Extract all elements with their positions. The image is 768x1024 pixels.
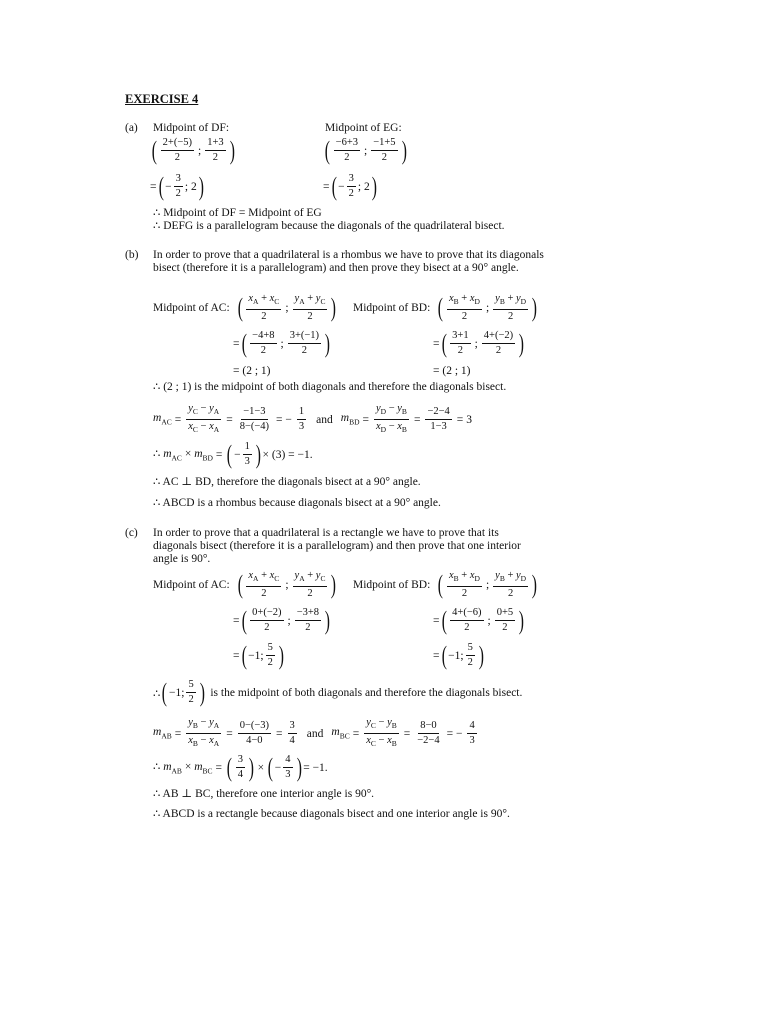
fraction: $\frac{1}{3}$ xyxy=(298,406,305,433)
fraction: $\frac{5}{2}$ xyxy=(188,679,194,705)
fraction: $\frac{-4+8}{2}$ xyxy=(252,330,275,356)
fraction: $\frac{1+3}{2}$ xyxy=(207,137,224,163)
gradient-ab-bc-equation: $m_{AB}$ = $\frac{y_B - y_A}{x_B - x_A}$ = $\frac{0-(-3)}{4-0}$ = $\frac{3}{4}$ and $m_{BC}$ = $\frac{y_C - y_B}{x_C - x_B}$ = $\frac{8-0}{-2-4}$ = − $\frac{4}{3}$ xyxy=(153,717,475,749)
midpoint-eg-formula: ( $\frac{-6+3}{2}$ ; $\frac{-1+5}{2}$ ) xyxy=(324,135,407,165)
fraction: $\frac{x_A + x_C}{2}$ xyxy=(248,570,280,600)
part-c-bisect-conclusion: ∴ ( −1; $\frac{5}{2}$ ) is the midpoint of both diagonals and therefore the diagonals bisect. xyxy=(153,677,523,707)
fraction: $\frac{3+(-1)}{2}$ xyxy=(289,330,320,356)
gradient-product-ab-bc: ∴ $m_{AB} \times m_{BC}$ = ( $\frac{3}{4}$ ) × ( − $\frac{4}{3}$ ) = −1. xyxy=(153,752,328,782)
fraction: $\frac{-1+5}{2}$ xyxy=(373,137,396,163)
fraction: $\frac{y_A + y_C}{2}$ xyxy=(294,570,326,600)
fraction: $\frac{y_C - y_B}{x_C - x_B}$ xyxy=(366,717,397,749)
fraction: $\frac{3}{4}$ xyxy=(289,720,295,747)
fraction: $\frac{3+1}{2}$ xyxy=(452,330,469,356)
part-b-intro-line1: In order to prove that a quadrilateral is a rhombus we have to prove that its diagonals xyxy=(153,249,544,261)
midpoint-ac-substitution: = ( $\frac{-4+8}{2}$ ; $\frac{3+(-1)}{2}$ ) xyxy=(233,328,330,358)
fraction: $\frac{4+(-2)}{2}$ xyxy=(483,330,514,356)
fraction: $\frac{8-0}{-2-4}$ xyxy=(417,720,440,747)
part-c-perpendicular: ∴ AB ⊥ BC, therefore one interior angle is 90°. xyxy=(153,788,375,800)
midpoint-bd-substitution-c: = ( $\frac{4+(-6)}{2}$ ; $\frac{0+5}{2}$ ) xyxy=(433,605,525,635)
fraction: $\frac{-2-4}{1-3}$ xyxy=(427,406,450,433)
fraction: $\frac{y_A + y_C}{2}$ xyxy=(294,293,326,323)
midpoint-bd-substitution: = ( $\frac{3+1}{2}$ ; $\frac{4+(-2)}{2}$ ) xyxy=(433,328,525,358)
fraction: $\frac{y_D - y_B}{x_D - x_B}$ xyxy=(375,403,407,435)
fraction: $\frac{-1-3}{8-(-4)}$ xyxy=(239,406,270,433)
fraction: $\frac{5}{2}$ xyxy=(467,642,473,668)
fraction: $\frac{y_B + y_D}{2}$ xyxy=(495,293,527,323)
fraction: $\frac{x_B + x_D}{2}$ xyxy=(448,293,480,323)
midpoint-eg-result: = ( − $\frac{3}{2}$ ; 2 ) xyxy=(323,171,377,201)
fraction: $\frac{0+5}{2}$ xyxy=(496,607,514,633)
fraction: $\frac{x_A + x_C}{2}$ xyxy=(248,293,280,323)
midpoint-ac-result: = (2 ; 1) xyxy=(233,365,271,377)
gradient-product-ac-bd: ∴ $m_{AC} \times m_{BD}$ = ( − $\frac{1}{3}$ ) × (3) = −1. xyxy=(153,439,313,469)
part-c-intro-line3: angle is 90°. xyxy=(153,553,211,565)
fraction: $\frac{2+(-5)}{2}$ xyxy=(162,137,193,163)
fraction: $\frac{0+(-2)}{2}$ xyxy=(252,607,282,633)
exercise-title: EXERCISE 4 xyxy=(125,92,199,106)
part-b-bisect-conclusion: ∴ (2 ; 1) is the midpoint of both diagonals and therefore the diagonals bisect. xyxy=(153,381,507,393)
part-b-perpendicular: ∴ AC ⊥ BD, therefore the diagonals bisect at a 90° angle. xyxy=(153,476,421,488)
fraction: $\frac{5}{2}$ xyxy=(267,642,273,668)
midpoint-df-formula: ( $\frac{2+(-5)}{2}$ ; $\frac{1+3}{2}$ ) xyxy=(151,135,235,165)
midpoint-bd-result-c: = ( −1; $\frac{5}{2}$ ) xyxy=(433,640,484,670)
part-c-label: (c) xyxy=(125,527,138,539)
midpoint-bd-general: Midpoint of BD: ( $\frac{x_B + x_D}{2}$ ; $\frac{y_B + y_D}{2}$ ) xyxy=(353,293,538,323)
midpoint-ac-result-c: = ( −1; $\frac{5}{2}$ ) xyxy=(233,640,284,670)
fraction: $\frac{y_B + y_D}{2}$ xyxy=(495,570,527,600)
fraction: $\frac{4+(-6)}{2}$ xyxy=(452,607,482,633)
part-b-label: (b) xyxy=(125,249,139,261)
fraction: $\frac{y_C - y_A}{x_C - x_A}$ xyxy=(188,403,220,435)
midpoint-ac-general: Midpoint of AC: ( $\frac{x_A + x_C}{2}$ ; $\frac{y_A + y_C}{2}$ ) xyxy=(153,293,337,323)
fraction: $\frac{4}{3}$ xyxy=(469,720,475,747)
fraction: $\frac{1}{3}$ xyxy=(244,441,250,467)
fraction: $\frac{x_B + x_D}{2}$ xyxy=(448,570,480,600)
midpoint-ac-substitution-c: = ( $\frac{0+(-2)}{2}$ ; $\frac{-3+8}{2}$ ) xyxy=(233,605,330,635)
part-c-conclusion: ∴ ABCD is a rectangle because diagonals bisect and one interior angle is 90°. xyxy=(153,808,510,820)
part-c-intro-line1: In order to prove that a quadrilateral is a rectangle we have to prove that its xyxy=(153,527,499,539)
fraction: $\frac{y_B - y_A}{x_B - x_A}$ xyxy=(188,717,220,749)
part-a-conclusion: ∴ DEFG is a parallelogram because the diagonals of the quadrilateral bisect. xyxy=(153,220,505,232)
gradient-ac-bd-equation: $m_{AC}$ = $\frac{y_C - y_A}{x_C - x_A}$ = $\frac{-1-3}{8-(-4)}$ = − $\frac{1}{3}$ and $m_{BD}$ = $\frac{y_D - y_B}{x_D - x_B}$ = $\frac{-2-4}{1-3}$ = 3 xyxy=(153,403,473,435)
fraction: $\frac{4}{3}$ xyxy=(285,754,291,780)
midpoint-eg-heading: Midpoint of EG: xyxy=(325,122,402,134)
midpoint-df-result: = ( − $\frac{3}{2}$ ; 2 ) xyxy=(150,171,204,201)
part-a-label: (a) xyxy=(125,122,138,134)
fraction: $\frac{3}{2}$ xyxy=(175,173,181,199)
fraction: $\frac{0-(-3)}{4-0}$ xyxy=(239,720,270,747)
midpoint-df-heading: Midpoint of DF: xyxy=(153,122,230,134)
fraction: $\frac{3}{2}$ xyxy=(348,173,354,199)
part-b-conclusion: ∴ ABCD is a rhombus because diagonals bisect at a 90° angle. xyxy=(153,497,441,509)
fraction: $\frac{3}{4}$ xyxy=(237,754,243,780)
midpoint-bd-result: = (2 ; 1) xyxy=(433,365,471,377)
fraction: $\frac{-3+8}{2}$ xyxy=(296,607,320,633)
part-b-intro-line2: bisect (therefore it is a parallelogram) and then prove they bisect at a 90° angle. xyxy=(153,262,519,274)
part-c-intro-line2: diagonals bisect (therefore it is a parallelogram) and then prove that one interior xyxy=(153,540,521,552)
part-a-equality: ∴ Midpoint of DF = Midpoint of EG xyxy=(153,207,322,219)
midpoint-bd-general-c: Midpoint of BD: ( $\frac{x_B + x_D}{2}$ ; $\frac{y_B + y_D}{2}$ ) xyxy=(353,570,538,600)
fraction: $\frac{-6+3}{2}$ xyxy=(335,137,359,163)
midpoint-ac-general-c: Midpoint of AC: ( $\frac{x_A + x_C}{2}$ ; $\frac{y_A + y_C}{2}$ ) xyxy=(153,570,337,600)
